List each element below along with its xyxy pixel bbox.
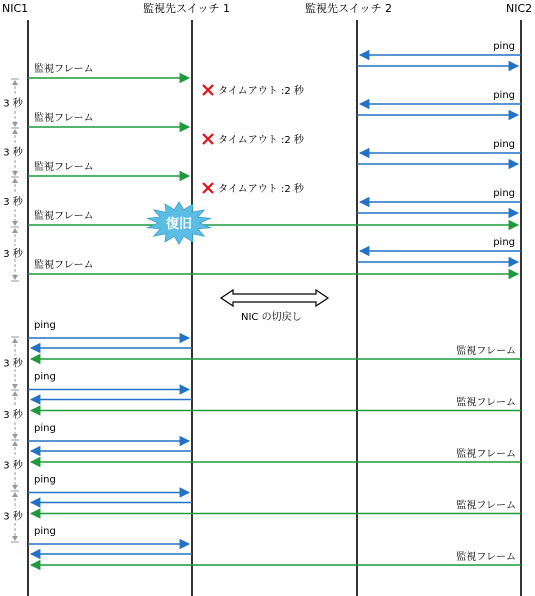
interval-bracket bbox=[1, 491, 24, 542]
recovery-burst bbox=[148, 202, 211, 244]
bracket-arrow-up bbox=[12, 441, 18, 446]
recovery-label: 復旧 bbox=[165, 217, 193, 232]
frame-label: 監視フレーム bbox=[34, 64, 94, 75]
frame-label: 監視フレーム bbox=[456, 346, 516, 357]
interval-label: 3 秒 bbox=[3, 197, 23, 208]
interval-bracket bbox=[1, 128, 24, 177]
frame-label: 監視フレーム bbox=[34, 162, 94, 173]
interval-label: 3 秒 bbox=[3, 98, 23, 110]
header-nic1: NIC1 bbox=[2, 2, 29, 15]
timeout-label: タイムアウト :2 秒 bbox=[218, 86, 304, 97]
frame-label: 監視フレーム bbox=[34, 211, 94, 222]
bracket-arrow-down bbox=[12, 485, 18, 490]
bracket-arrow-down bbox=[12, 275, 18, 280]
bracket-arrow-up bbox=[12, 391, 18, 396]
interval-label: 3 秒 bbox=[3, 249, 23, 260]
header-switch2: 監視先スイッチ 2 bbox=[305, 2, 393, 15]
frame-label: 監視フレーム bbox=[34, 113, 94, 124]
ping-label: ping bbox=[493, 188, 515, 199]
bracket-arrow-up bbox=[12, 178, 18, 183]
bracket-arrow-up bbox=[12, 492, 18, 497]
bracket-arrow-up bbox=[12, 129, 18, 134]
ping-label: ping bbox=[34, 371, 56, 383]
interval-label: 3 秒 bbox=[3, 410, 23, 421]
frame-label: 監視フレーム bbox=[456, 552, 516, 563]
ping-label: ping bbox=[34, 320, 56, 331]
interval-bracket bbox=[1, 227, 24, 281]
interval-bracket bbox=[1, 337, 24, 390]
frame-label: 監視フレーム bbox=[456, 449, 516, 460]
bracket-arrow-down bbox=[12, 536, 18, 541]
phase-failover bbox=[1, 41, 521, 281]
switchback-label: NIC の切戻し bbox=[241, 312, 302, 323]
interval-label: 3 秒 bbox=[3, 147, 23, 159]
bracket-arrow-down bbox=[12, 221, 18, 226]
interval-bracket bbox=[1, 177, 24, 227]
header-nic2: NIC2 bbox=[506, 2, 533, 15]
ping-label: ping bbox=[493, 41, 515, 52]
timeout-x-icon bbox=[203, 183, 213, 193]
frame-label: 監視フレーム bbox=[34, 260, 94, 271]
interval-label: 3 秒 bbox=[3, 358, 23, 370]
timeout-label: タイムアウト :2 秒 bbox=[218, 135, 304, 146]
bracket-arrow-down bbox=[12, 384, 18, 389]
frame-label: 監視フレーム bbox=[456, 397, 516, 409]
frame-label: 監視フレーム bbox=[456, 500, 516, 512]
timeout-x-icon bbox=[203, 85, 213, 95]
interval-bracket bbox=[1, 390, 24, 440]
ping-label: ping bbox=[493, 237, 515, 248]
header-switch1: 監視先スイッチ 1 bbox=[143, 2, 231, 15]
double-arrow-icon bbox=[221, 290, 328, 306]
timeout-x-icon bbox=[203, 134, 213, 144]
interval-label: 3 秒 bbox=[3, 460, 23, 472]
ping-label: ping bbox=[34, 474, 56, 486]
ping-label: ping bbox=[34, 423, 56, 434]
ping-label: ping bbox=[34, 526, 56, 537]
bracket-arrow-down bbox=[12, 122, 18, 127]
timeout-label: タイムアウト :2 秒 bbox=[218, 184, 304, 195]
interval-bracket bbox=[1, 440, 24, 491]
phase-after-switchback bbox=[1, 320, 521, 565]
bracket-arrow-down bbox=[12, 434, 18, 439]
bracket-arrow-up bbox=[12, 228, 18, 233]
switchback-indicator bbox=[221, 290, 328, 323]
bracket-arrow-up bbox=[12, 80, 18, 85]
interval-bracket bbox=[1, 79, 24, 128]
bracket-arrow-down bbox=[12, 171, 18, 176]
ping-label: ping bbox=[493, 139, 515, 150]
interval-label: 3 秒 bbox=[3, 511, 23, 523]
ping-label: ping bbox=[493, 90, 515, 101]
bracket-arrow-up bbox=[12, 338, 18, 343]
